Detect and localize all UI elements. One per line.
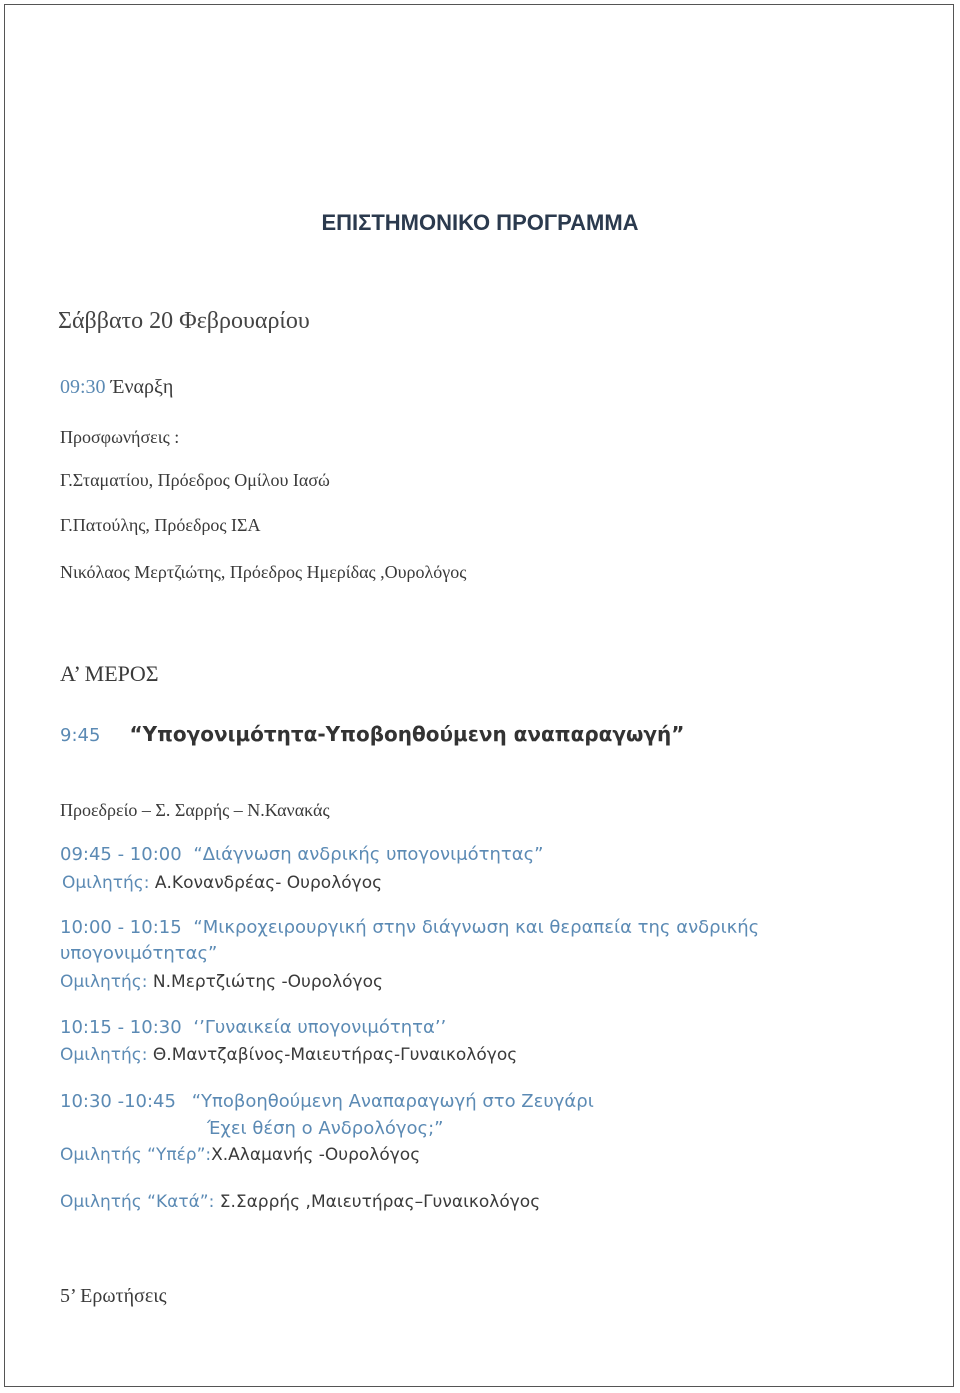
talk-4-title: “Υποβοηθούμενη Αναπαραγωγή στο Ζευγάρι: [191, 1091, 594, 1112]
greeting-person-2: Γ.Πατούλης, Πρόεδρος ΙΣΑ: [60, 515, 261, 535]
talk-1-title: “Διάγνωση ανδρικής υπογονιμότητας”: [193, 844, 544, 865]
talk-4-speaker: Χ.Αλαμανής -Ουρολόγος: [211, 1145, 421, 1165]
talk-4-time: 10:30 -10:45: [60, 1091, 176, 1112]
session-chairs: Προεδρείο – Σ. Σαρρής – Ν.Κανακάς: [60, 800, 330, 820]
opening-time: 09:30: [60, 376, 106, 398]
against-speaker: Σ.Σαρρής ,Μαιευτήρας–Γυναικολόγος: [214, 1192, 541, 1212]
opening-label: Έναρξη: [110, 376, 174, 398]
talk-2-title-line: [60, 917, 759, 938]
session-time: 9:45: [60, 725, 101, 746]
talk-2-time: 10:00 - 10:15: [60, 917, 182, 938]
day-heading: Σάββατο 20 Φεβρουαρίου: [58, 308, 310, 334]
talk-4-title-line-2: Έχει θέση ο Ανδρολόγος;”: [207, 1118, 444, 1139]
talk-2-speaker: Ν.Μερτζιώτης -Ουρολόγος: [147, 972, 383, 992]
talk-4-speaker-line: [60, 1145, 420, 1165]
greeting-person-3: Νικόλαος Μερτζιώτης, Πρόεδρος Ημερίδας ,Ουρολόγος: [60, 562, 467, 582]
greetings-heading: Προσφωνήσεις :: [60, 427, 180, 447]
talk-2-speaker-label: Ομιλητής:: [60, 972, 148, 992]
talk-1-speaker-line: [62, 873, 382, 893]
talk-2-speaker-line: [60, 972, 383, 992]
talk-3-title: ‘’Γυναικεία υπογονιμότητα’’: [193, 1017, 447, 1038]
session-header: [60, 722, 684, 746]
talk-3-speaker-label: Ομιλητής:: [60, 1045, 148, 1065]
against-speaker-line: [60, 1192, 540, 1212]
talk-4-speaker-label: Ομιλητής “Υπέρ”:: [60, 1145, 212, 1165]
talk-1-time: 09:45 - 10:00: [60, 844, 182, 865]
against-label: Ομιλητής “Κατά”:: [60, 1192, 215, 1212]
talk-3-time: 10:15 - 10:30: [60, 1017, 182, 1038]
talk-2-title: “Μικροχειρουργική στην διάγνωση και θεραπεία της ανδρικής: [193, 917, 760, 938]
session-title: “Υπογονιμότητα-Υποβοηθούμενη αναπαραγωγή”: [129, 722, 685, 746]
greeting-person-1: Γ.Σταματίου, Πρόεδρος Ομίλου Ιασώ: [60, 470, 330, 490]
talk-4-title-line: [60, 1091, 594, 1112]
page-title: ΕΠΙΣΤΗΜΟΝΙΚΟ ΠΡΟΓΡΑΜΜΑ: [321, 210, 639, 235]
talk-3-speaker: Θ.Μαντζαβίνος-Μαιευτήρας-Γυναικολόγος: [147, 1045, 518, 1065]
opening-line: [60, 376, 173, 399]
talk-1-speaker: Α.Κονανδρέας- Ουρολόγος: [149, 873, 383, 893]
talk-2-title-line-2: υπογονιμότητας”: [60, 943, 218, 964]
questions-line: 5’ Ερωτήσεις: [60, 1285, 167, 1307]
talk-1-speaker-label: Ομιλητής:: [62, 873, 150, 893]
talk-3-title-line: [60, 1017, 446, 1038]
talk-3-speaker-line: [60, 1045, 517, 1065]
part-heading: Α’ ΜΕΡΟΣ: [60, 661, 159, 686]
talk-1-title-line: [60, 844, 543, 865]
